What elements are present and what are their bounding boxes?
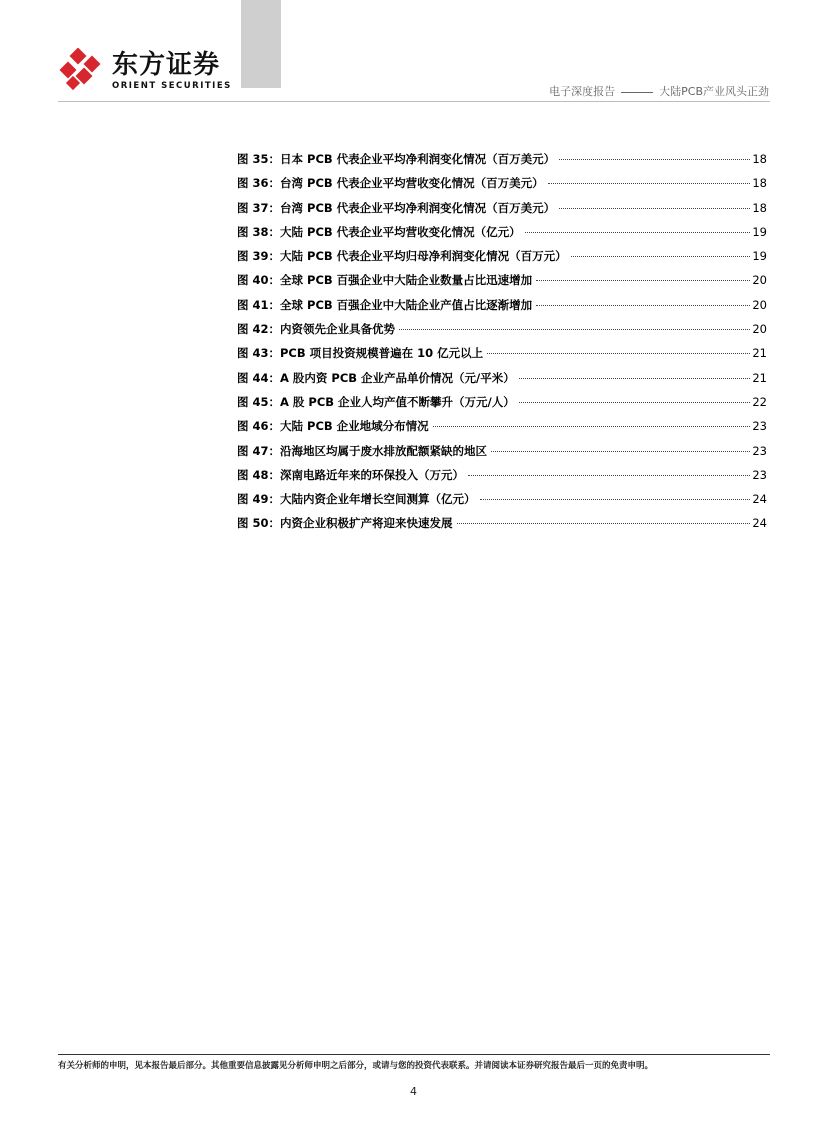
toc-leader-dots	[559, 159, 750, 160]
toc-entry[interactable]	[237, 199, 767, 223]
report-type: 电子深度报告	[549, 85, 616, 98]
toc-leader-dots	[536, 280, 750, 281]
toc-entry-page: 24	[752, 516, 767, 531]
toc-entry[interactable]	[237, 247, 767, 271]
toc-entry-page: 18	[752, 176, 767, 191]
toc-leader-dots	[548, 183, 751, 184]
toc-entry-label: 图 37：台湾 PCB 代表企业平均净利润变化情况（百万美元）	[237, 200, 556, 215]
toc-entry[interactable]	[237, 223, 767, 247]
report-header	[549, 85, 769, 99]
toc-entry[interactable]	[237, 320, 767, 344]
toc-entry[interactable]	[237, 466, 767, 490]
toc-entry-label: 图 46：大陆 PCB 企业地域分布情况	[237, 419, 429, 434]
toc-entry-label: 图 42：内资领先企业具备优势	[237, 322, 396, 337]
toc-leader-dots	[525, 232, 751, 233]
toc-leader-dots	[457, 523, 751, 524]
toc-entry-label: 图 48：深南电路近年来的环保投入（万元）	[237, 467, 465, 482]
brand-name-cn: 东方证券	[112, 50, 221, 80]
toc-leader-dots	[468, 475, 750, 476]
toc-entry[interactable]	[237, 442, 767, 466]
header-divider	[58, 101, 770, 102]
toc-leader-dots	[433, 426, 751, 427]
toc-leader-dots	[399, 329, 750, 330]
toc-entry-label: 图 44：A 股内资 PCB 企业产品单价情况（元/平米）	[237, 370, 515, 385]
toc-entry-page: 23	[752, 467, 767, 482]
orient-logo-icon	[58, 48, 106, 94]
toc-entry[interactable]	[237, 296, 767, 320]
brand-name-en: ORIENT SECURITIES	[112, 81, 232, 91]
toc-leader-dots	[487, 353, 750, 354]
page-number: 4	[410, 1085, 417, 1098]
header-tab	[241, 0, 281, 88]
toc-entry[interactable]	[237, 393, 767, 417]
toc-entry-label: 图 36：台湾 PCB 代表企业平均营收变化情况（百万美元）	[237, 176, 544, 191]
toc-entry-label: 图 43：PCB 项目投资规模普遍在 10 亿元以上	[237, 346, 484, 361]
toc-entry[interactable]	[237, 490, 767, 514]
toc-entry[interactable]	[237, 150, 767, 174]
toc-entry-label: 图 50：内资企业积极扩产将迎来快速发展	[237, 516, 453, 531]
toc-entry-page: 19	[752, 249, 767, 264]
toc-entry-page: 18	[752, 152, 767, 166]
toc-leader-dots	[491, 451, 750, 452]
toc-leader-dots	[519, 402, 751, 403]
toc-entry-label: 图 40：全球 PCB 百强企业中大陆企业数量占比迅速增加	[237, 273, 533, 288]
toc-entry-page: 18	[752, 200, 767, 215]
company-logo	[58, 48, 232, 94]
toc-leader-dots	[536, 305, 750, 306]
toc-entry-page: 23	[752, 419, 767, 434]
toc-entry-label: 图 45：A 股 PCB 企业人均产值不断攀升（万元/人）	[237, 394, 515, 409]
toc-entry-page: 22	[752, 394, 767, 409]
toc-entry[interactable]	[237, 344, 767, 368]
toc-entry-label: 图 47：沿海地区均属于废水排放配额紧缺的地区	[237, 443, 488, 458]
toc-entry[interactable]	[237, 514, 767, 538]
toc-entry-page: 20	[752, 297, 767, 312]
toc-leader-dots	[571, 256, 751, 257]
toc-entry-label: 图 41：全球 PCB 百强企业中大陆企业产值占比逐渐增加	[237, 297, 533, 312]
toc-entry-label: 图 49：大陆内资企业年增长空间测算（亿元）	[237, 492, 476, 507]
toc-entry-page: 21	[752, 346, 767, 361]
toc-entry[interactable]	[237, 417, 767, 441]
toc-entry[interactable]	[237, 369, 767, 393]
disclaimer-text: 有关分析师的申明，见本报告最后部分。其他重要信息披露见分析师申明之后部分，或请与您的投资代表联系。并请阅读本证券研究报告最后一页的免责申明。	[58, 1061, 654, 1071]
toc-entry-page: 24	[752, 492, 767, 507]
footer-divider	[58, 1054, 770, 1055]
toc-entry[interactable]	[237, 174, 767, 198]
toc-entry-page: 20	[752, 273, 767, 288]
toc-entry-label: 图 39：大陆 PCB 代表企业平均归母净利润变化情况（百万元）	[237, 249, 567, 264]
report-title: 大陆PCB产业风头正劲	[659, 85, 769, 98]
toc-entry-label: 图 35：日本 PCB 代表企业平均净利润变化情况（百万美元）	[237, 152, 556, 166]
toc-leader-dots	[480, 499, 751, 500]
toc-entry-page: 23	[752, 443, 767, 458]
toc-leader-dots	[559, 208, 750, 209]
toc-entry-label: 图 38：大陆 PCB 代表企业平均营收变化情况（亿元）	[237, 224, 521, 239]
toc-entry-page: 19	[752, 224, 767, 239]
figure-index	[237, 150, 767, 539]
toc-leader-dots	[519, 378, 751, 379]
toc-entry[interactable]	[237, 271, 767, 295]
toc-entry-page: 20	[752, 322, 767, 337]
toc-entry-page: 21	[752, 370, 767, 385]
header-dash	[621, 92, 653, 93]
